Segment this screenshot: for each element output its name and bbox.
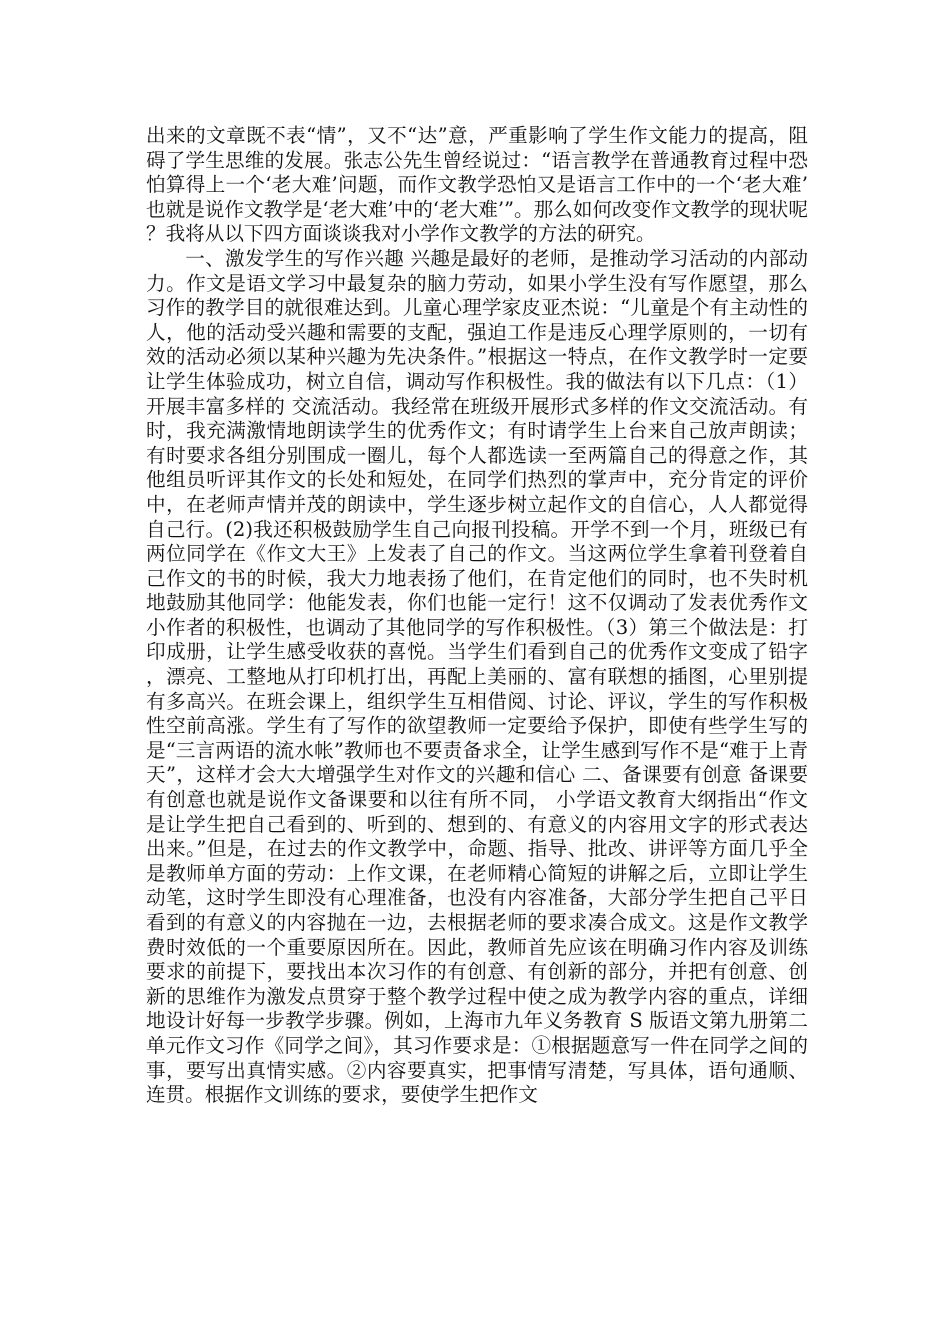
paragraph-2: 一、激发学生的写作兴趣 兴趣是最好的老师，是推动学习活动的内部动力。作文是语文学习中最复杂的脑力劳动，如果小学生没有写作愿望，那么习作的教学目的就很难达到。儿童心理学家皮亚杰说：“儿童是个有主动性的人，他的活动受兴趣和需要的支配，强迫工作是违反心理学原则的，一切有效的活动必须以某种兴趣为先决条件。”根据这一特点，在作文教学时一定要让学生体验成功，树立自信，调动写作积极性。我的做法有以下几点：（1）开展丰富多样的 交流活动。我经常在班级开展形式多样的作文交流活动。有时，我充满激情地朗读学生的优秀作文；有时请学生上台来自己放声朗读；有时要求各组分别围成一圈儿，每个人都选读一至两篇自己的得意之作，其他组员听评其作文的长处和短处，在同学们热烈的掌声中，充分肯定的评价中，在老师声情并茂的朗读中，学生逐步树立起作文的自信心，人人都觉得自己行。(2)我还积极鼓励学生自己向报刊投稿。开学不到一个月，班级已有两位同学在《作文大王》上发表了自己的作文。当这两位学生拿着刊登着自己作文的书的时候，我大力地表扬了他们，在肯定他们的同时，也不失时机地鼓励其他同学：他能发表，你们也能一定行！这不仅调动了发表优秀作文小作者的积极性，也调动了其他同学的写作积极性。（3）第三个做法是：打印成册，让学生感受收获的喜悦。当学生们看到自己的优秀作文变成了铅字，漂亮、工整地从打印机打出，再配上美丽的、富有联想的插图，心里别提有多高兴。在班会课上，组织学生互相借阅、讨论、评议，学生的写作积极性空前高涨。学生有了写作的欲望教师一定要给予保护，即使有些学生写的是“三言两语的流水帐”教师也不要责备求全，让学生感到写作不是“难于上青天”，这样才会大大增强学生对作文的兴趣和信心 二、备课要有创意 备课要有创意也就是说作文备课要和以往有所不同， 小学语文教育大纲指出“作文是让学生把自己看到的、听到的、想到的、有意义的内容用文字的形式表达出来。”但是，在过去的作文教学中，命题、指导、批改、讲评等方面几乎全是教师单方面的劳动：上作文课，在老师精心简短的讲解之后，立即让学生动笔，这时学生即没有心理准备，也没有内容准备，大部分学生把自己平日看到的有意义的内容抛在一边，去根据老师的要求凑合成文。这是作文教学费时效低的一个重要原因所在。因此，教师首先应该在明确习作内容及训练要求的前提下，要找出本次习作的有创意、有创新的部分，并把有创意、创新的思维作为激发点贯穿于整个教学过程中使之成为教学内容的重点，详细地设计好每一步教学步骤。例如，上海市九年义务教育 S 版语文第九册第二单元作文习作《同学之间》，其习作要求是：①根据题意写一件在同学之间的事，要写出真情实感。②内容要真实，把事情写清楚，写具体，语句通顺、连贯。根据作文训练的要求，要使学生把作文 (146, 246, 808, 1107)
document-page (146, 124, 808, 1108)
paragraph-1: 出来的文章既不表“情”，又不“达”意，严重影响了学生作文能力的提高，阻碍了学生思维的发展。张志公先生曾经说过：“语言教学在普通教育过程中恐怕算得上一个‘老大难’问题，而作文教学恐怕又是语言工作中的一个‘老大难’也就是说作文教学是‘老大难’中的‘老大难’”。那么如何改变作文教学的现状呢？我将从以下四方面谈谈我对小学作文教学的方法的研究。 (146, 124, 808, 246)
